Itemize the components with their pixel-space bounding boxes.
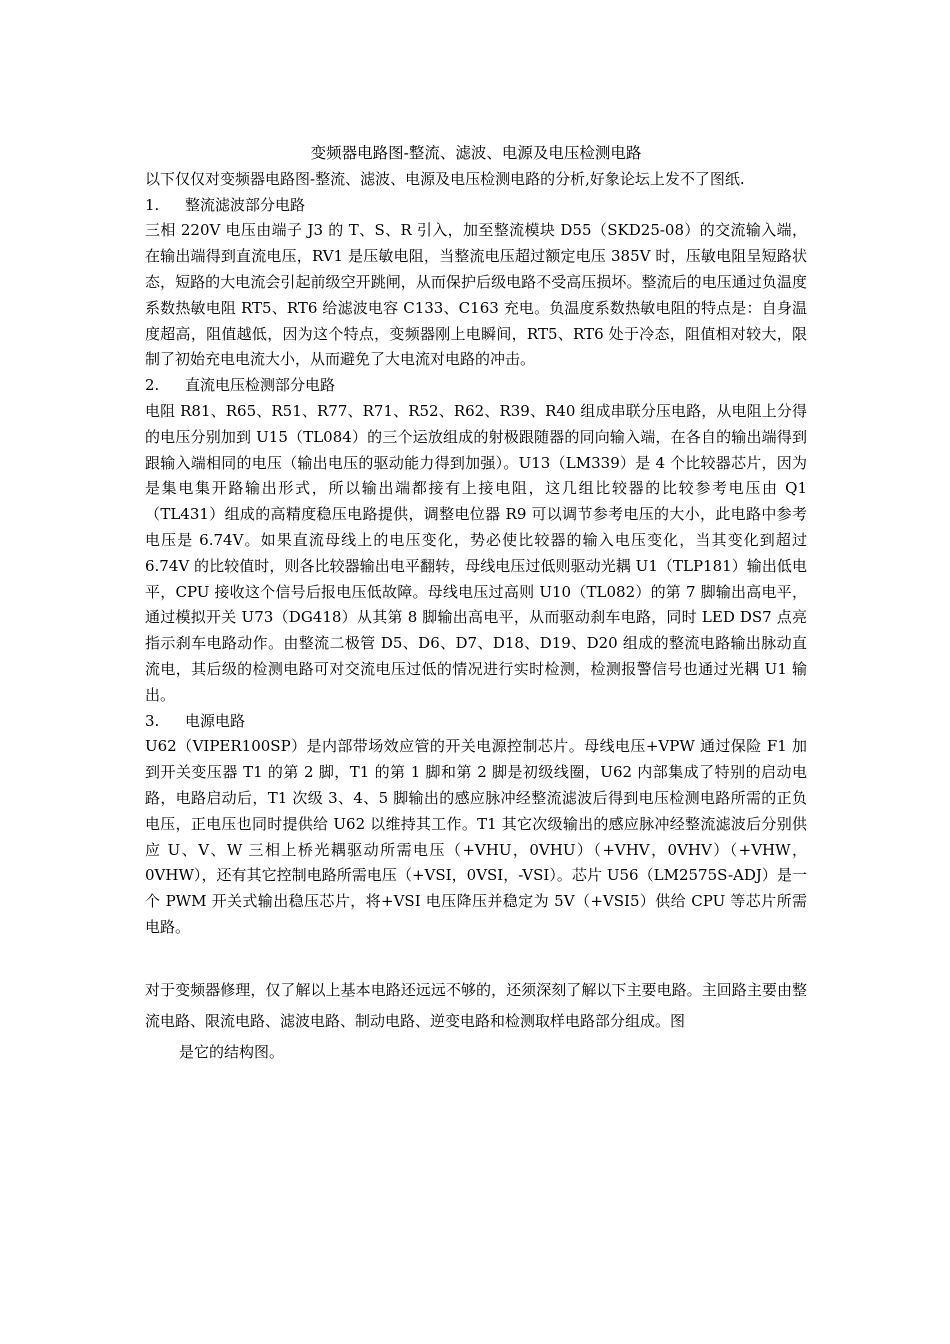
document-content xyxy=(145,141,807,1068)
section-3-heading xyxy=(145,709,807,735)
section-1-title: 整流滤波部分电路 xyxy=(185,195,306,214)
paragraph-gap xyxy=(145,941,807,975)
document-title: 变频器电路图-整流、滤波、电源及电压检测电路 xyxy=(310,144,642,162)
section-3-number: 3. xyxy=(145,711,160,730)
intro-paragraph: 以下仅仅对变频器电路图-整流、滤波、电源及电压检测电路的分析,好象论坛上发不了图纸. xyxy=(145,169,745,188)
section-1-number: 1. xyxy=(145,195,160,214)
section-2-heading xyxy=(145,373,807,399)
section-3-body: U62（VIPER100SP）是内部带场效应管的开关电源控制芯片。母线电压+VPW 通过保险 F1 加到开关变压器 T1 的第 2 脚，T1 的第 1 脚和第 2 脚是初级线圈，U62 内部集成了特别的启动电路，电路启动后，T1 次级 3、4、5 脚输出的感应脉冲经整流滤波后得到电压检测电路所需的正负电压，正电压也同时提供给 U62 以维持其工作。T1 其它次级输出的感应脉冲经整流滤波后分别供应 U、V、W 三相上桥光耦驱动所需电压（+VHU，0VHU）（+VHV，0VHV）（+VHW，0VHW），还有其它控制电路所需电压（+VSI，0VSI，-VSI）。芯片 U56（LM2575S-ADJ）是一个 PWM 开关式输出稳压芯片，将+VSI 电压降压并稳定为 5V（+VSI5）供给 CPU 等芯片所需电路。 xyxy=(145,737,807,936)
section-1-heading xyxy=(145,193,807,219)
section-2-title: 直流电压检测部分电路 xyxy=(185,376,336,395)
section-2-body: 电阻 R81、R65、R51、R77、R71、R52、R62、R39、R40 组成串联分压电路，从电阻上分得的电压分别加到 U15（TL084）的三个运放组成的射极跟随器的同向输入端，在各自的输出端得到跟输入端相同的电压（输出电压的驱动能力得到加强）。U13（LM339）是 4 个比较器芯片，因为是集电集开路输出形式，所以输出端都接有上接电阻，这几组比较器的比较参考电压由 Q1（TL431）组成的高精度稳压电路提供，调整电位器 R9 可以调节参考电压的大小，此电路中参考电压是 6.74V。如果直流母线上的电压变化，势必使比较器的输入电压变化，当其变化到超过 6.74V 的比较值时，则各比较器输出电平翻转，母线电压过低则驱动光耦 U1（TLP181）输出低电平，CPU 接收这个信号后报电压低故障。母线电压过高则 U10（TL082）的第 7 脚输出高电平，通过模拟开关 U73（DG418）从其第 8 脚输出高电平，从而驱动刹车电路，同时 LED DS7 点亮指示刹车电路动作。由整流二极管 D5、D6、D7、D18、D19、D20 组成的整流电路输出脉动直流电，其后级的检测电路可对交流电压过低的情况进行实时检测，检测报警信号也通过光耦 U1 输出。 xyxy=(145,401,807,704)
closing-paragraph: 对于变频器修理，仅了解以上基本电路还远远不够的，还须深刻了解以下主要电路。主回路主要由整流电路、限流电路、滤波电路、制动电路、逆变电路和检测取样电路部分组成。图 xyxy=(145,980,807,1030)
section-2-number: 2. xyxy=(145,376,160,395)
closing-paragraph-tail: 是它的结构图。 xyxy=(179,1042,285,1061)
section-3-title: 电源电路 xyxy=(185,711,246,730)
section-1-body: 三相 220V 电压由端子 J3 的 T、S、R 引入，加至整流模块 D55（SKD25-08）的交流输入端，在输出端得到直流电压，RV1 是压敏电阻，当整流电压超过额定电压 385V 时，压敏电阻呈短路状态，短路的大电流会引起前级空开跳闸，从而保护后级电路不受高压损坏。整流后的电压通过负温度系数热敏电阻 RT5、RT6 给滤波电容 C133、C163 充电。负温度系数热敏电阻的特点是：自身温度超高，阻值越低，因为这个特点，变频器刚上电瞬间，RT5、RT6 处于冷态，阻值相对较大，限制了初始充电电流大小，从而避免了大电流对电路的冲击。 xyxy=(145,221,807,369)
